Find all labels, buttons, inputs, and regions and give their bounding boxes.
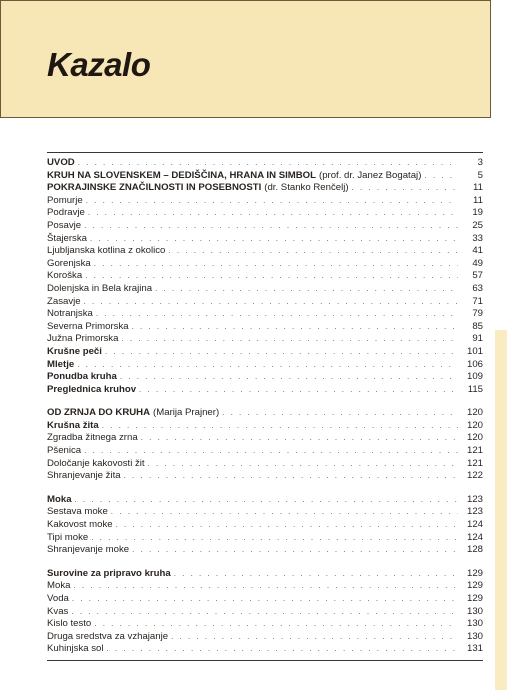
- toc-entry[interactable]: [47, 519, 483, 532]
- toc-entry-title: Preglednica kruhov: [47, 383, 137, 395]
- toc-dot-leader: [102, 420, 458, 433]
- toc-entry-title: Tipi moke: [47, 531, 89, 543]
- toc-dot-leader: [77, 359, 458, 372]
- toc-entry[interactable]: [47, 182, 483, 195]
- toc-dot-leader: [71, 606, 458, 619]
- toc-entry-page: 49: [472, 257, 483, 269]
- toc-entry-author: (Marija Prajner): [153, 407, 220, 419]
- toc-dot-leader: [120, 371, 458, 384]
- toc-dot-leader: [91, 532, 458, 545]
- toc-entry-title: Krušna žita: [47, 419, 99, 431]
- toc-entry-title: Dolenjska in Bela krajina: [47, 282, 153, 294]
- toc-entry[interactable]: [47, 233, 483, 246]
- toc-entry[interactable]: [47, 371, 483, 384]
- toc-entry-page: 71: [472, 295, 483, 307]
- toc-entry[interactable]: [47, 420, 483, 433]
- toc-section: [47, 157, 483, 396]
- toc-dot-leader: [84, 220, 458, 233]
- toc-entry-page: 109: [466, 371, 483, 383]
- toc-entry-page: 91: [472, 333, 483, 345]
- toc-dot-leader: [116, 519, 458, 532]
- toc-entry-page: 123: [466, 493, 483, 505]
- toc-entry-page: 124: [466, 531, 483, 543]
- toc-dot-leader: [121, 333, 458, 346]
- toc-entry-page: 11: [473, 194, 483, 206]
- toc-section: [47, 407, 483, 483]
- toc-entry-page: 129: [466, 593, 483, 604]
- toc-entry[interactable]: [47, 321, 483, 334]
- toc-dot-leader: [171, 631, 458, 644]
- toc-entry-title: Shranjevanje žita: [47, 470, 121, 482]
- toc-dot-leader: [73, 580, 458, 593]
- toc-entry[interactable]: [47, 593, 483, 606]
- toc-dot-leader: [84, 296, 458, 309]
- toc-entry-page: 25: [472, 219, 483, 231]
- toc-entry-title: Štajerska: [47, 232, 87, 244]
- toc-entry-page: 130: [466, 630, 483, 642]
- toc-entry[interactable]: [47, 346, 483, 359]
- toc-entry-title: Kakovost moke: [47, 519, 113, 531]
- toc-entry[interactable]: [47, 606, 483, 619]
- toc-dot-leader: [107, 643, 458, 656]
- toc-entry-title: Določanje kakovosti žit: [47, 457, 145, 469]
- toc-entry-page: 131: [466, 643, 483, 655]
- toc-entry-title: Moka: [47, 493, 72, 505]
- toc-entry-title: Surovine za pripravo kruha: [47, 567, 171, 579]
- toc-dot-leader: [132, 544, 458, 557]
- toc-entry[interactable]: [47, 544, 483, 557]
- toc-entry-title: Pšenica: [47, 445, 82, 457]
- toc-dot-leader: [105, 346, 458, 359]
- toc-entry-page: 130: [466, 605, 483, 617]
- toc-entry-title: KRUH NA SLOVENSKEM – DEDIŠČINA, HRANA IN SIMBOL: [47, 169, 316, 181]
- toc-entry-page: 120: [466, 407, 483, 419]
- toc-dot-leader: [78, 157, 458, 170]
- toc-dot-leader: [88, 207, 458, 220]
- toc-entry[interactable]: [47, 245, 483, 258]
- toc-entry-page: 5: [477, 169, 483, 181]
- toc-entry[interactable]: [47, 195, 483, 208]
- toc-dot-leader: [148, 458, 458, 471]
- toc-entry-title: Severna Primorska: [47, 320, 129, 332]
- toc-entry-page: 120: [466, 419, 483, 431]
- page-title: Kazalo: [47, 46, 151, 83]
- toc-dot-leader: [111, 506, 458, 519]
- toc-entry-page: 11: [473, 182, 483, 194]
- toc-entry[interactable]: [47, 506, 483, 519]
- bottom-rule: [47, 660, 483, 661]
- toc-entry-title: Druga sredstva za vzhajanje: [47, 630, 169, 642]
- toc-entry-page: 130: [466, 618, 483, 630]
- toc-entry-title: OD ZRNJA DO KRUHA: [47, 407, 151, 419]
- toc-entry-page: 124: [466, 519, 483, 531]
- toc-entry[interactable]: [47, 207, 483, 220]
- toc-entry-page: 57: [472, 270, 483, 282]
- toc-dot-leader: [424, 170, 458, 183]
- toc-dot-leader: [139, 384, 458, 397]
- toc-entry-title: Koroška: [47, 270, 83, 282]
- toc-entry-title: Zgradba žitnega zrna: [47, 432, 138, 444]
- toc-section: [47, 568, 483, 656]
- toc-dot-leader: [72, 593, 458, 606]
- toc-entry-title: Voda: [47, 593, 69, 604]
- toc-entry-title: Ponudba kruha: [47, 371, 117, 383]
- toc-dot-leader: [222, 407, 458, 420]
- toc-entry[interactable]: [47, 432, 483, 445]
- toc-entry-page: 106: [466, 358, 483, 370]
- toc-entry-page: 129: [466, 580, 483, 592]
- toc-entry-page: 123: [466, 506, 483, 518]
- toc-entry[interactable]: [47, 220, 483, 233]
- toc-entry[interactable]: [47, 333, 483, 346]
- toc-entry-page: 115: [467, 383, 483, 395]
- toc-entry[interactable]: [47, 407, 483, 420]
- toc-entry-title: Kvas: [47, 605, 69, 617]
- table-of-contents: [47, 157, 483, 656]
- toc-dot-leader: [132, 321, 458, 334]
- toc-entry-title: Pomurje: [47, 194, 83, 206]
- toc-entry-page: 19: [472, 207, 483, 219]
- toc-entry[interactable]: [47, 643, 483, 656]
- toc-entry[interactable]: [47, 458, 483, 471]
- toc-entry-page: 101: [466, 345, 483, 357]
- toc-entry[interactable]: [47, 631, 483, 644]
- toc-entry-title: Ljubljanska kotlina z okolico: [47, 245, 166, 257]
- header-band: [0, 0, 491, 118]
- toc-dot-leader: [94, 258, 458, 271]
- toc-dot-leader: [124, 470, 458, 483]
- toc-entry-page: 121: [466, 457, 483, 469]
- toc-dot-leader: [90, 233, 458, 246]
- toc-dot-leader: [141, 432, 458, 445]
- toc-entry-page: 129: [466, 567, 483, 579]
- toc-entry[interactable]: [47, 258, 483, 271]
- toc-entry[interactable]: [47, 170, 483, 183]
- toc-entry-page: 85: [472, 320, 483, 332]
- toc-section: [47, 494, 483, 557]
- toc-entry-page: 3: [477, 157, 483, 168]
- toc-dot-leader: [155, 283, 458, 296]
- toc-entry[interactable]: [47, 445, 483, 458]
- toc-entry[interactable]: [47, 618, 483, 631]
- toc-entry-title: Kislo testo: [47, 618, 92, 630]
- toc-entry-title: Podravje: [47, 207, 85, 219]
- toc-entry-page: 79: [472, 308, 483, 320]
- toc-entry-title: Posavje: [47, 219, 82, 231]
- toc-entry[interactable]: [47, 568, 483, 581]
- toc-entry-title: Notranjska: [47, 308, 93, 320]
- toc-entry-title: Južna Primorska: [47, 333, 119, 345]
- page-edge-strip: [495, 330, 507, 690]
- toc-entry-title: Shranjevanje moke: [47, 544, 130, 556]
- toc-entry-page: 122: [466, 470, 483, 482]
- toc-dot-leader: [84, 445, 458, 458]
- toc-entry[interactable]: [47, 270, 483, 283]
- toc-entry-page: 63: [472, 282, 483, 294]
- toc-entry-title: Sestava moke: [47, 506, 108, 518]
- toc-entry-page: 41: [472, 245, 483, 257]
- toc-dot-leader: [174, 568, 458, 581]
- toc-entry-page: 120: [466, 432, 483, 444]
- toc-dot-leader: [96, 308, 458, 321]
- toc-entry[interactable]: [47, 532, 483, 545]
- toc-dot-leader: [94, 618, 458, 631]
- toc-entry[interactable]: [47, 283, 483, 296]
- toc-entry-author: (dr. Stanko Renčelj): [264, 182, 349, 194]
- toc-entry-title: Moka: [47, 580, 71, 592]
- toc-entry-page: 121: [466, 445, 483, 457]
- toc-entry[interactable]: [47, 296, 483, 309]
- toc-entry[interactable]: [47, 580, 483, 593]
- toc-entry[interactable]: [47, 494, 483, 507]
- toc-entry-author: (prof. dr. Janez Bogataj): [319, 169, 422, 181]
- toc-dot-leader: [85, 270, 458, 283]
- toc-entry[interactable]: [47, 470, 483, 483]
- toc-dot-leader: [86, 195, 458, 208]
- toc-dot-leader: [168, 245, 458, 258]
- toc-entry-page: 33: [472, 232, 483, 244]
- toc-entry[interactable]: [47, 359, 483, 372]
- toc-entry-page: 128: [466, 544, 483, 556]
- toc-entry-title: UVOD: [47, 157, 75, 168]
- toc-entry-title: Kuhinjska sol: [47, 643, 104, 655]
- toc-entry-title: Zasavje: [47, 295, 81, 307]
- toc-entry[interactable]: [47, 308, 483, 321]
- toc-entry-title: Krušne peči: [47, 345, 102, 357]
- toc-entry-title: POKRAJINSKE ZNAČILNOSTI IN POSEBNOSTI: [47, 182, 262, 194]
- top-rule: [47, 152, 483, 153]
- toc-entry-title: Gorenjska: [47, 257, 91, 269]
- toc-entry-title: Mletje: [47, 358, 75, 370]
- toc-entry[interactable]: [47, 157, 483, 170]
- toc-dot-leader: [75, 494, 458, 507]
- toc-entry[interactable]: [47, 384, 483, 397]
- toc-dot-leader: [352, 182, 458, 195]
